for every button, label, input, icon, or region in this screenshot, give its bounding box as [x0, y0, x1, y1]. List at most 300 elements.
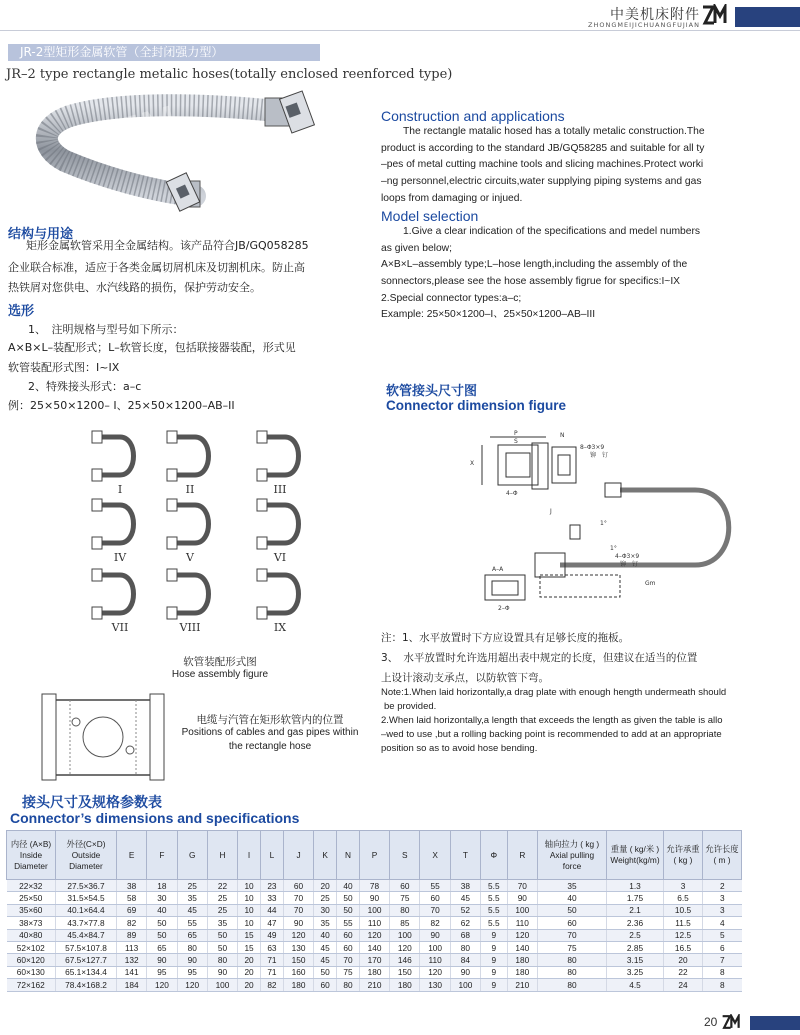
svg-text:1°: 1° — [610, 545, 617, 552]
table-row — [7, 880, 742, 892]
table-cell: 52×102 — [7, 941, 56, 953]
table-cell: 50 — [337, 904, 360, 916]
svg-text:4–Φ3×9: 4–Φ3×9 — [615, 553, 640, 560]
connector-heading-en: Connector dimension figure — [386, 398, 567, 413]
model-line-2-en: as given below; — [381, 243, 452, 254]
table-cell: 25×50 — [7, 892, 56, 904]
assembly-type-label: VII — [111, 621, 129, 634]
page-title-en: JR–2 type rectangle metalic hoses(totally enclosed reenforced type) — [6, 67, 453, 82]
table-cell: 20 — [238, 966, 261, 978]
column-header: Φ — [481, 831, 508, 880]
svg-text:S: S — [514, 438, 518, 445]
table-cell: 90 — [207, 966, 237, 978]
table-cell: 20 — [238, 954, 261, 966]
table-cell: 1.75 — [607, 892, 664, 904]
table-cell: 3.15 — [607, 954, 664, 966]
table-cell: 60×130 — [7, 966, 56, 978]
table-cell: 4 — [703, 917, 742, 929]
table-row — [7, 917, 742, 929]
column-header: 外径(C×D) Outside Diameter — [56, 831, 117, 880]
table-cell: 141 — [117, 966, 147, 978]
construction-line-2-en: product is according to the standard JB/GQ58285 and suitable for all ty — [381, 143, 705, 154]
table-cell: 43.7×77.8 — [56, 917, 117, 929]
table-cell: 5.5 — [481, 892, 508, 904]
table-cell: 40 — [314, 929, 337, 941]
table-cell: 25 — [207, 892, 237, 904]
note-3-cn: 上设计滚动支承点，以防软管下弯。 — [381, 672, 549, 684]
table-row — [7, 941, 742, 953]
table-cell: 45 — [450, 892, 480, 904]
construction-line-3-cn: 热铁屑对您供电、水汽线路的损伤，保护劳动安全。 — [8, 281, 261, 294]
table-cell: 3 — [703, 892, 742, 904]
table-cell: 70 — [283, 892, 313, 904]
table-cell: 75 — [337, 966, 360, 978]
table-cell: 75 — [390, 892, 420, 904]
table-cell: 95 — [147, 966, 177, 978]
connector-dimension-figure — [440, 425, 770, 625]
table-cell: 60×120 — [7, 954, 56, 966]
selection-line-4-cn: 2、特殊接头形式：a–c — [28, 380, 142, 393]
table-cell: 25 — [177, 880, 207, 892]
table-cell: 10.5 — [664, 904, 703, 916]
table-cell: 60 — [390, 880, 420, 892]
table-cell: 6.5 — [664, 892, 703, 904]
table-cell: 45.4×84.7 — [56, 929, 117, 941]
table-cell: 40.1×64.4 — [56, 904, 117, 916]
column-header: T — [450, 831, 480, 880]
table-cell: 52 — [450, 904, 480, 916]
svg-text:Gm: Gm — [645, 580, 656, 587]
table-row — [7, 904, 742, 916]
table-cell: 100 — [420, 941, 450, 953]
position-caption-en-line-2: the rectangle hose — [228, 741, 312, 752]
column-header: P — [359, 831, 389, 880]
table-cell: 20 — [314, 880, 337, 892]
table-cell: 47 — [261, 917, 284, 929]
table-cell: 55 — [337, 917, 360, 929]
table-cell: 82 — [420, 917, 450, 929]
table-cell: 10 — [238, 904, 261, 916]
table-cell: 120 — [359, 929, 389, 941]
table-cell: 90 — [420, 929, 450, 941]
table-cell: 5 — [703, 929, 742, 941]
table-cell: 60 — [314, 979, 337, 991]
table-cell: 11.5 — [664, 917, 703, 929]
table-cell: 5.5 — [481, 904, 508, 916]
table-cell: 120 — [420, 966, 450, 978]
assembly-type-label: IX — [273, 621, 287, 634]
table-cell: 33 — [261, 892, 284, 904]
table-cell: 80 — [207, 954, 237, 966]
svg-text:X: X — [470, 460, 475, 467]
table-cell: 5.5 — [481, 917, 508, 929]
table-cell: 70 — [420, 904, 450, 916]
model-line-3-en: A×B×L–assembly type;L–hose length,including the assembly of the — [381, 259, 688, 270]
table-cell: 78 — [359, 880, 389, 892]
table-cell: 130 — [283, 941, 313, 953]
table-cell: 100 — [359, 904, 389, 916]
table-cell: 100 — [207, 979, 237, 991]
table-cell: 90 — [450, 966, 480, 978]
table-cell: 18 — [147, 880, 177, 892]
assembly-caption-cn: 软管装配形式图 — [183, 656, 257, 668]
table-cell: 45 — [177, 904, 207, 916]
cable-position-figure — [40, 690, 170, 785]
table-cell: 22 — [207, 880, 237, 892]
table-cell: 55 — [177, 917, 207, 929]
table-cell: 3.25 — [607, 966, 664, 978]
table-cell: 25 — [207, 904, 237, 916]
model-line-1-en: 1.Give a clear indication of the specifications and medel numbers — [403, 226, 701, 237]
table-cell: 40 — [337, 880, 360, 892]
column-header: 轴向拉力 ( kg ) Axial pulling force — [538, 831, 607, 880]
table-cell: 40 — [538, 892, 607, 904]
table-cell: 57.5×107.8 — [56, 941, 117, 953]
connector-heading-cn: 软管接头尺寸图 — [386, 384, 478, 399]
table-cell: 58 — [117, 892, 147, 904]
table-cell: 90 — [507, 892, 537, 904]
svg-text:8–Φ3×9: 8–Φ3×9 — [580, 444, 605, 451]
column-header: 允许长度 ( m ) — [703, 831, 742, 880]
table-cell: 60 — [538, 917, 607, 929]
table-cell: 180 — [507, 966, 537, 978]
column-header: E — [117, 831, 147, 880]
model-heading-en: Model selection — [381, 208, 479, 224]
table-cell: 15 — [238, 929, 261, 941]
table-cell: 9 — [481, 954, 508, 966]
table-cell: 1.3 — [607, 880, 664, 892]
column-header: I — [238, 831, 261, 880]
hose-assembly-figure — [90, 425, 330, 645]
table-cell: 10 — [238, 880, 261, 892]
table-cell: 80 — [337, 979, 360, 991]
table-cell: 70 — [538, 929, 607, 941]
construction-line-1-en: The rectangle matalic hosed has a totally metalic construction.The — [403, 126, 705, 137]
table-cell: 180 — [390, 979, 420, 991]
svg-text:A–A: A–A — [492, 566, 504, 573]
column-header: 允许承重 ( kg ) — [664, 831, 703, 880]
column-header: H — [207, 831, 237, 880]
table-cell: 69 — [117, 904, 147, 916]
assembly-type-label: IV — [113, 551, 127, 564]
column-header: X — [420, 831, 450, 880]
svg-text:铆 钉: 铆 钉 — [620, 561, 639, 568]
table-cell: 150 — [390, 966, 420, 978]
table-cell: 45 — [314, 954, 337, 966]
table-cell: 20 — [664, 954, 703, 966]
table-cell: 70 — [283, 904, 313, 916]
table-cell: 113 — [117, 941, 147, 953]
table-cell: 65.1×134.4 — [56, 966, 117, 978]
brand-color-bar — [735, 7, 800, 27]
table-cell: 70 — [507, 880, 537, 892]
brand-name-en: ZHONGMEIJICHUANGFUJIAN — [588, 21, 700, 29]
hose-product-image — [10, 86, 350, 216]
table-cell: 100 — [450, 979, 480, 991]
table-cell: 90 — [359, 892, 389, 904]
zm-logo-icon — [720, 1014, 742, 1030]
table-cell: 10 — [238, 892, 261, 904]
table-cell: 50 — [147, 917, 177, 929]
table-cell: 63 — [261, 941, 284, 953]
table-cell: 184 — [117, 979, 147, 991]
table-cell: 5.5 — [481, 880, 508, 892]
table-body — [7, 880, 742, 992]
table-cell: 170 — [359, 954, 389, 966]
table-cell: 10 — [238, 917, 261, 929]
table-heading-en: Connector’s dimensions and specifications — [10, 810, 300, 826]
table-row — [7, 892, 742, 904]
svg-text:4–Φ: 4–Φ — [506, 490, 518, 497]
table-cell: 65 — [147, 941, 177, 953]
selection-line-1-cn: 1、 注明规格与型号如下所示： — [28, 323, 184, 336]
model-line-6-en: Example: 25×50×1200–I、25×50×1200–AB–III — [381, 309, 596, 320]
construction-heading-cn: 结构与用途 — [8, 227, 74, 242]
column-header: S — [390, 831, 420, 880]
table-cell: 132 — [117, 954, 147, 966]
zm-logo-icon — [702, 4, 727, 26]
table-header-row — [7, 831, 742, 880]
selection-heading-cn: 选形 — [8, 304, 35, 319]
selection-line-5-cn: 例：25×50×1200– I、25×50×1200–AB–II — [8, 399, 235, 412]
svg-text:N: N — [560, 432, 565, 439]
construction-line-3-en: –pes of metal cutting machine tools and slicing machines.Protect worki — [381, 159, 704, 170]
table-cell: 70 — [337, 954, 360, 966]
table-cell: 120 — [507, 929, 537, 941]
model-line-4-en: sonnectors,please see the hose assembly figrue for specifics:I~IX — [381, 276, 681, 287]
position-caption-en-line-1: Positions of cables and gas pipes within — [181, 727, 359, 738]
table-cell: 210 — [359, 979, 389, 991]
table-cell: 35 — [314, 917, 337, 929]
table-cell: 35 — [538, 880, 607, 892]
assembly-caption-en: Hose assembly figure — [171, 669, 269, 680]
table-cell: 95 — [177, 966, 207, 978]
note-2-en-cont-2: position so as to avoid hose bending. — [381, 743, 538, 754]
table-cell: 8 — [703, 979, 742, 991]
svg-text:J: J — [550, 508, 552, 515]
table-cell: 38×73 — [7, 917, 56, 929]
table-cell: 3 — [703, 904, 742, 916]
table-cell: 180 — [283, 979, 313, 991]
table-cell: 120 — [147, 979, 177, 991]
column-header: 内径 (A×B) Inside Diameter — [7, 831, 56, 880]
table-cell: 2 — [703, 880, 742, 892]
table-cell: 72×162 — [7, 979, 56, 991]
table-cell: 150 — [283, 954, 313, 966]
table-cell: 120 — [390, 941, 420, 953]
header-divider — [0, 30, 800, 31]
footer-color-bar — [750, 1016, 800, 1030]
table-cell: 82 — [261, 979, 284, 991]
specifications-table — [6, 830, 742, 992]
table-cell: 2.5 — [607, 929, 664, 941]
model-line-5-en: 2.Special connector types:a–c; — [381, 293, 522, 304]
table-cell: 110 — [359, 917, 389, 929]
table-cell: 4.5 — [607, 979, 664, 991]
assembly-type-label: II — [185, 483, 195, 496]
brand-name-cn: 中美机床附件 — [610, 7, 700, 23]
table-cell: 8 — [703, 966, 742, 978]
assembly-type-label: V — [186, 551, 194, 564]
table-cell: 80 — [450, 941, 480, 953]
table-cell: 30 — [314, 904, 337, 916]
note-1-cn: 注：1、水平放置时下方应设置具有足够长度的拖板。 — [381, 632, 630, 644]
svg-text:2–Φ: 2–Φ — [498, 605, 510, 612]
table-cell: 89 — [117, 929, 147, 941]
table-cell: 68 — [450, 929, 480, 941]
table-cell: 7 — [703, 954, 742, 966]
selection-line-2-cn: A×B×L–装配形式；L–软管长度，包括联接器装配，形式见 — [8, 341, 296, 354]
table-row — [7, 929, 742, 941]
svg-text:P: P — [514, 430, 518, 437]
table-cell: 80 — [177, 941, 207, 953]
table-cell: 24 — [664, 979, 703, 991]
table-cell: 62 — [450, 917, 480, 929]
table-cell: 16.5 — [664, 941, 703, 953]
table-cell: 55 — [420, 880, 450, 892]
column-header: 重量 ( kg/米 ) Weight(kg/m) — [607, 831, 664, 880]
note-2-en-cont-1: –wed to use ,but a rolling backing point is recommended to add at an appropriate — [381, 729, 722, 740]
svg-text:1°: 1° — [600, 520, 607, 527]
table-cell: 31.5×54.5 — [56, 892, 117, 904]
table-cell: 30 — [147, 892, 177, 904]
table-cell: 110 — [420, 954, 450, 966]
table-cell: 27.5×36.7 — [56, 880, 117, 892]
table-cell: 2.85 — [607, 941, 664, 953]
table-heading-cn: 接头尺寸及规格参数表 — [22, 795, 162, 811]
table-cell: 23 — [261, 880, 284, 892]
table-cell: 100 — [390, 929, 420, 941]
table-cell: 38 — [117, 880, 147, 892]
table-cell: 44 — [261, 904, 284, 916]
table-cell: 50 — [337, 892, 360, 904]
table-cell: 20 — [238, 979, 261, 991]
construction-heading-en: Construction and applications — [381, 108, 565, 124]
column-header: N — [337, 831, 360, 880]
table-cell: 180 — [359, 966, 389, 978]
table-cell: 35 — [207, 917, 237, 929]
table-cell: 67.5×127.7 — [56, 954, 117, 966]
table-row — [7, 954, 742, 966]
table-cell: 35 — [177, 892, 207, 904]
table-cell: 71 — [261, 954, 284, 966]
table-cell: 60 — [337, 941, 360, 953]
construction-line-4-en: –ng personnel,electric circuits,water supplying piping systems and gas — [381, 176, 702, 187]
note-1-en: Note:1.When laid horizontally,a drag plate with enough hength undermeath should — [381, 687, 727, 698]
table-cell: 75 — [538, 941, 607, 953]
table-cell: 90 — [147, 954, 177, 966]
table-cell: 180 — [507, 954, 537, 966]
table-cell: 60 — [283, 880, 313, 892]
note-2-en: 2.When laid horizontally,a length that exceeds the length as given the table is allo — [381, 715, 723, 726]
table-cell: 12.5 — [664, 929, 703, 941]
assembly-type-label: I — [117, 483, 123, 496]
table-cell: 140 — [507, 941, 537, 953]
table-cell: 90 — [283, 917, 313, 929]
table-cell: 49 — [261, 929, 284, 941]
table-cell: 60 — [420, 892, 450, 904]
table-cell: 50 — [147, 929, 177, 941]
table-cell: 130 — [420, 979, 450, 991]
table-cell: 71 — [261, 966, 284, 978]
column-header: R — [507, 831, 537, 880]
table-cell: 100 — [507, 904, 537, 916]
construction-line-5-en: loops from damaging or injued. — [381, 193, 523, 204]
table-cell: 80 — [538, 979, 607, 991]
table-cell: 140 — [359, 941, 389, 953]
table-cell: 85 — [390, 917, 420, 929]
table-cell: 50 — [207, 941, 237, 953]
construction-line-2-cn: 企业联合标准，适应于各类金属切屑机床及切割机床。防止高 — [8, 261, 305, 274]
table-cell: 50 — [538, 904, 607, 916]
table-cell: 110 — [507, 917, 537, 929]
column-header: L — [261, 831, 284, 880]
table-cell: 50 — [314, 966, 337, 978]
page-number: 20 — [704, 1015, 718, 1029]
svg-text:ZM: ZM — [107, 96, 184, 161]
table-cell: 9 — [481, 929, 508, 941]
table-cell: 45 — [314, 941, 337, 953]
column-header: G — [177, 831, 207, 880]
svg-text:铆 钉: 铆 钉 — [590, 452, 609, 459]
table-cell: 9 — [481, 966, 508, 978]
table-cell: 40 — [147, 904, 177, 916]
note-1-en-cont: be provided. — [384, 701, 437, 712]
table-cell: 6 — [703, 941, 742, 953]
table-cell: 210 — [507, 979, 537, 991]
assembly-type-label: VI — [273, 551, 287, 564]
table-cell: 60 — [337, 929, 360, 941]
table-cell: 38 — [450, 880, 480, 892]
table-cell: 40×80 — [7, 929, 56, 941]
table-cell: 82 — [117, 917, 147, 929]
table-cell: 146 — [390, 954, 420, 966]
construction-line-1-cn: 矩形金属软管采用全金属结构。该产品符合JB/GQ058285 — [26, 239, 309, 252]
assembly-type-label: VIII — [179, 621, 201, 634]
position-caption-cn: 电缆与汽管在矩形软管内的位置 — [196, 714, 344, 726]
table-cell: 3 — [664, 880, 703, 892]
table-cell: 160 — [283, 966, 313, 978]
table-cell: 35×60 — [7, 904, 56, 916]
table-cell: 80 — [538, 954, 607, 966]
table-cell: 2.1 — [607, 904, 664, 916]
table-cell: 80 — [538, 966, 607, 978]
table-row — [7, 966, 742, 978]
column-header: F — [147, 831, 177, 880]
table-cell: 84 — [450, 954, 480, 966]
table-cell: 22×32 — [7, 880, 56, 892]
table-cell: 9 — [481, 941, 508, 953]
table-cell: 22 — [664, 966, 703, 978]
page-title-cn: JR-2型矩形金属软管（全封闭强力型） — [8, 44, 320, 61]
table-row — [7, 979, 742, 991]
table-cell: 120 — [283, 929, 313, 941]
table-cell: 15 — [238, 941, 261, 953]
column-header: J — [283, 831, 313, 880]
table-cell: 120 — [177, 979, 207, 991]
table-cell: 9 — [481, 979, 508, 991]
table-cell: 2.36 — [607, 917, 664, 929]
table-cell: 65 — [177, 929, 207, 941]
table-cell: 25 — [314, 892, 337, 904]
table-cell: 90 — [177, 954, 207, 966]
column-header: K — [314, 831, 337, 880]
note-2-cn: 3、 水平放置时允许选用超出表中规定的长度，但建议在适当的位置 — [381, 652, 698, 664]
table-cell: 78.4×168.2 — [56, 979, 117, 991]
selection-line-3-cn: 软管装配形式图：I~IX — [8, 361, 120, 374]
table-cell: 80 — [390, 904, 420, 916]
assembly-type-label: III — [273, 483, 287, 496]
